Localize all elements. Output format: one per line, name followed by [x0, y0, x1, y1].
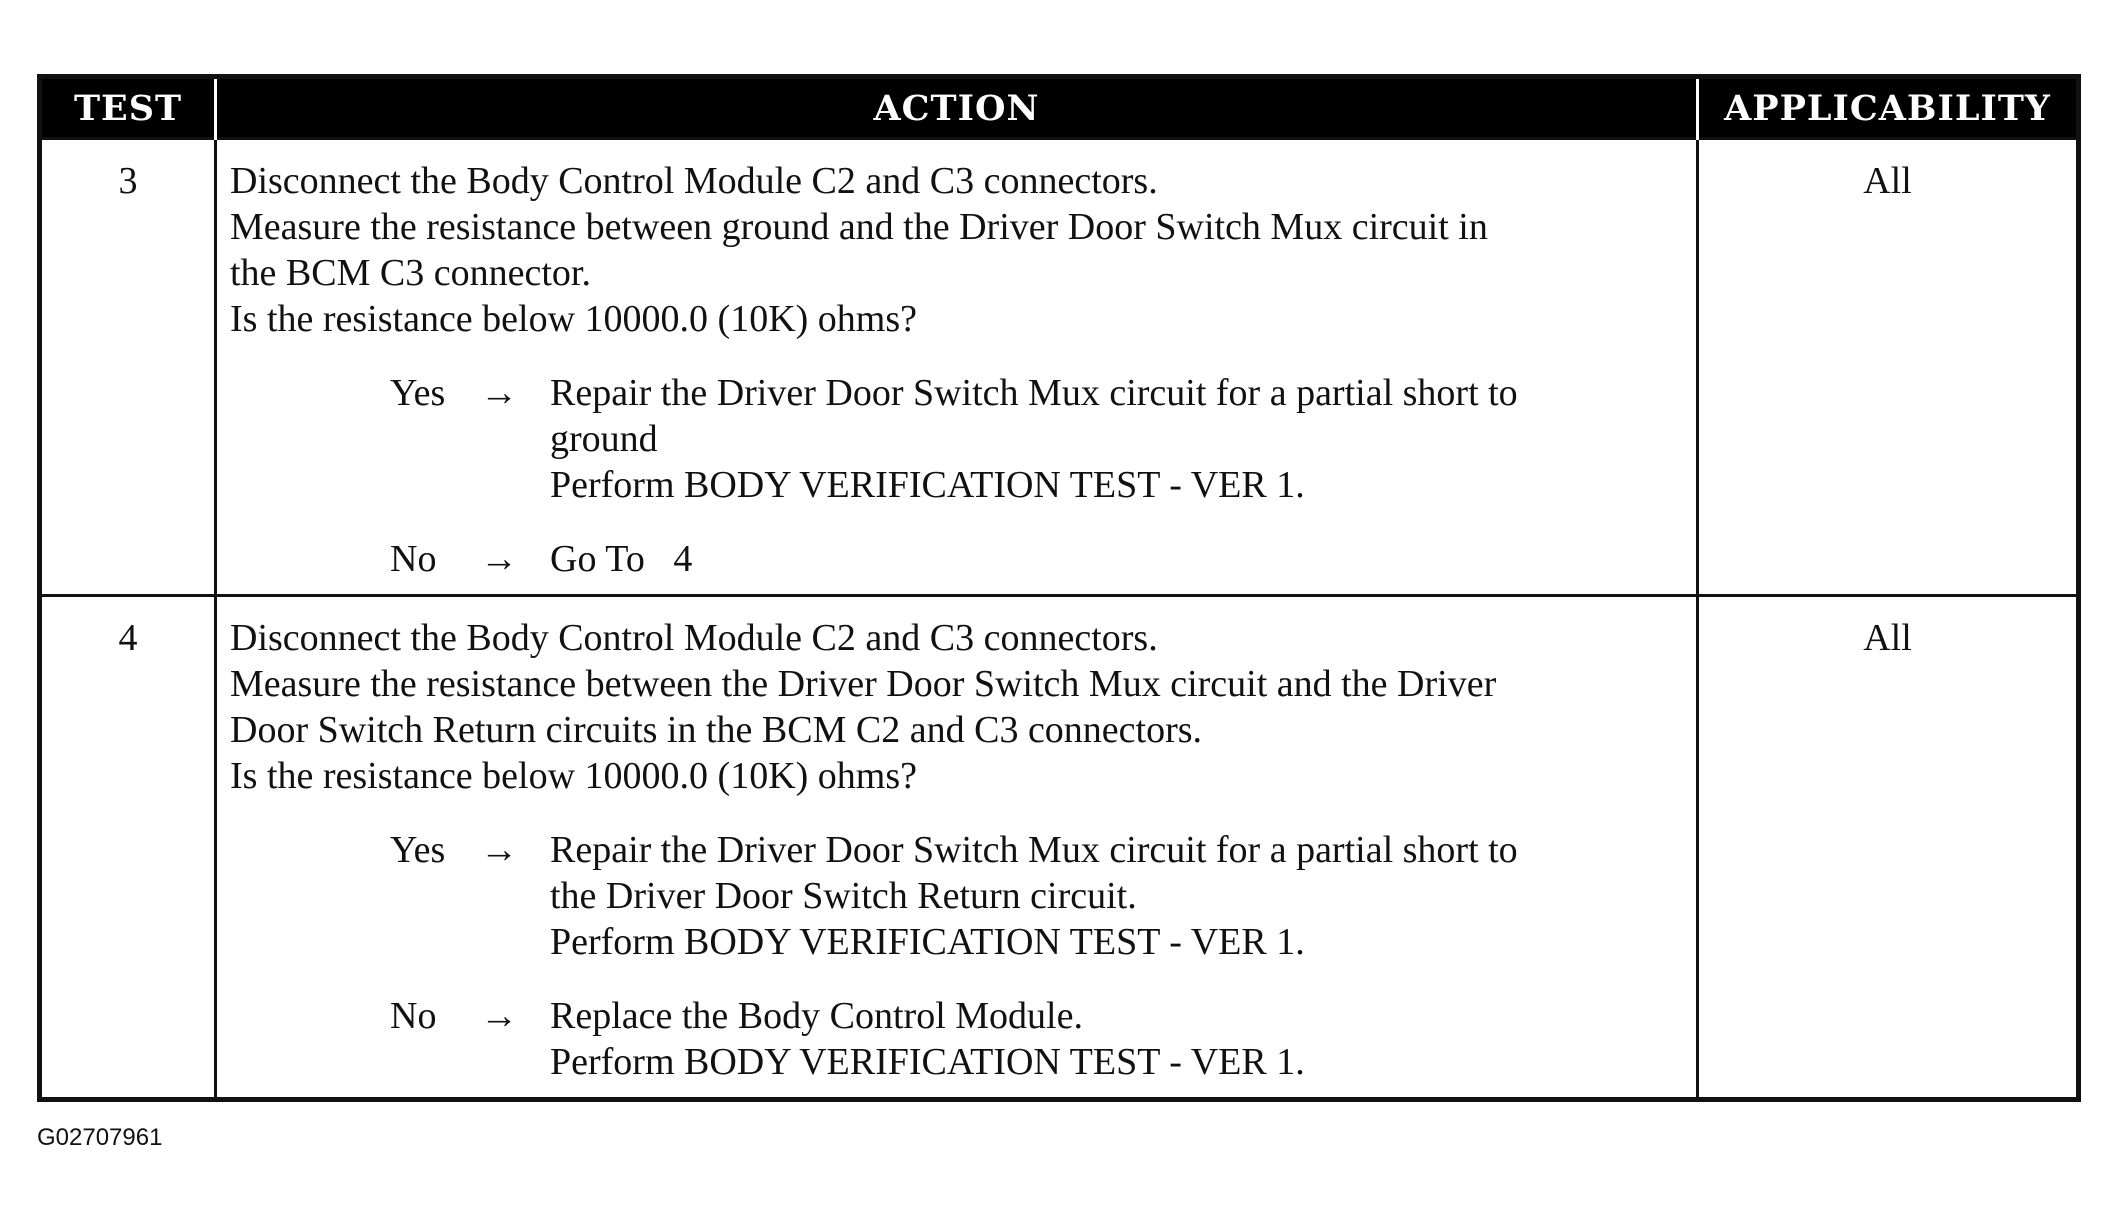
result-line: Go To 4 [550, 538, 693, 580]
action-step: Door Switch Return circuits in the BCM C2 and C3 connectors. [230, 709, 1203, 751]
outcome-yes [230, 370, 1686, 508]
header-applicability: APPLICABILITY [1698, 77, 2079, 139]
result-line: the Driver Door Switch Return circuit. [550, 875, 1137, 917]
result-line: ground [550, 418, 658, 460]
outcome-no [230, 536, 1686, 582]
outcome-label: Yes [390, 829, 446, 871]
figure-id: G02707961 [37, 1124, 163, 1151]
outcome-label: Yes [390, 372, 446, 414]
action-cell [216, 596, 1698, 1100]
outcome-result [550, 370, 1686, 508]
action-question: Is the resistance below 10000.0 (10K) ohms? [230, 755, 918, 797]
diagnostic-test-table [37, 74, 2081, 1102]
right-arrow-icon: → [480, 829, 518, 871]
outcome-no [230, 993, 1686, 1085]
outcome-result [550, 993, 1686, 1085]
result-line: Repair the Driver Door Switch Mux circuit for a partial short to [550, 829, 1518, 871]
result-line: Replace the Body Control Module. [550, 995, 1083, 1037]
table-body [40, 139, 2079, 1100]
test-number: 3 [40, 139, 216, 596]
action-step: Disconnect the Body Control Module C2 and C3 connectors. [230, 160, 1158, 202]
result-line: Perform BODY VERIFICATION TEST - VER 1. [550, 921, 1305, 963]
right-arrow-icon: → [480, 538, 518, 580]
result-line: Perform BODY VERIFICATION TEST - VER 1. [550, 1041, 1305, 1083]
right-arrow-icon: → [480, 995, 518, 1037]
test-number: 4 [40, 596, 216, 1100]
table-row [40, 596, 2079, 1100]
right-arrow-icon: → [480, 372, 518, 414]
action-step: the BCM C3 connector. [230, 252, 591, 294]
action-step: Measure the resistance between the Driver Door Switch Mux circuit and the Driver [230, 663, 1497, 705]
applicability-value: All [1698, 139, 2079, 596]
result-line: Perform BODY VERIFICATION TEST - VER 1. [550, 464, 1305, 506]
header-test: TEST [40, 77, 216, 139]
outcome-yes [230, 827, 1686, 965]
outcome-result [550, 827, 1686, 965]
action-step: Measure the resistance between ground and the Driver Door Switch Mux circuit in [230, 206, 1488, 248]
table-row [40, 139, 2079, 596]
header-action: ACTION [216, 77, 1698, 139]
action-question: Is the resistance below 10000.0 (10K) ohms? [230, 298, 918, 340]
outcome-label: No [390, 995, 437, 1037]
action-cell [216, 139, 1698, 596]
outcome-result [550, 536, 1686, 582]
table-header [40, 77, 2079, 139]
applicability-value: All [1698, 596, 2079, 1100]
outcome-label: No [390, 538, 437, 580]
action-step: Disconnect the Body Control Module C2 and C3 connectors. [230, 617, 1158, 659]
result-line: Repair the Driver Door Switch Mux circuit for a partial short to [550, 372, 1518, 414]
header-row [40, 77, 2079, 139]
